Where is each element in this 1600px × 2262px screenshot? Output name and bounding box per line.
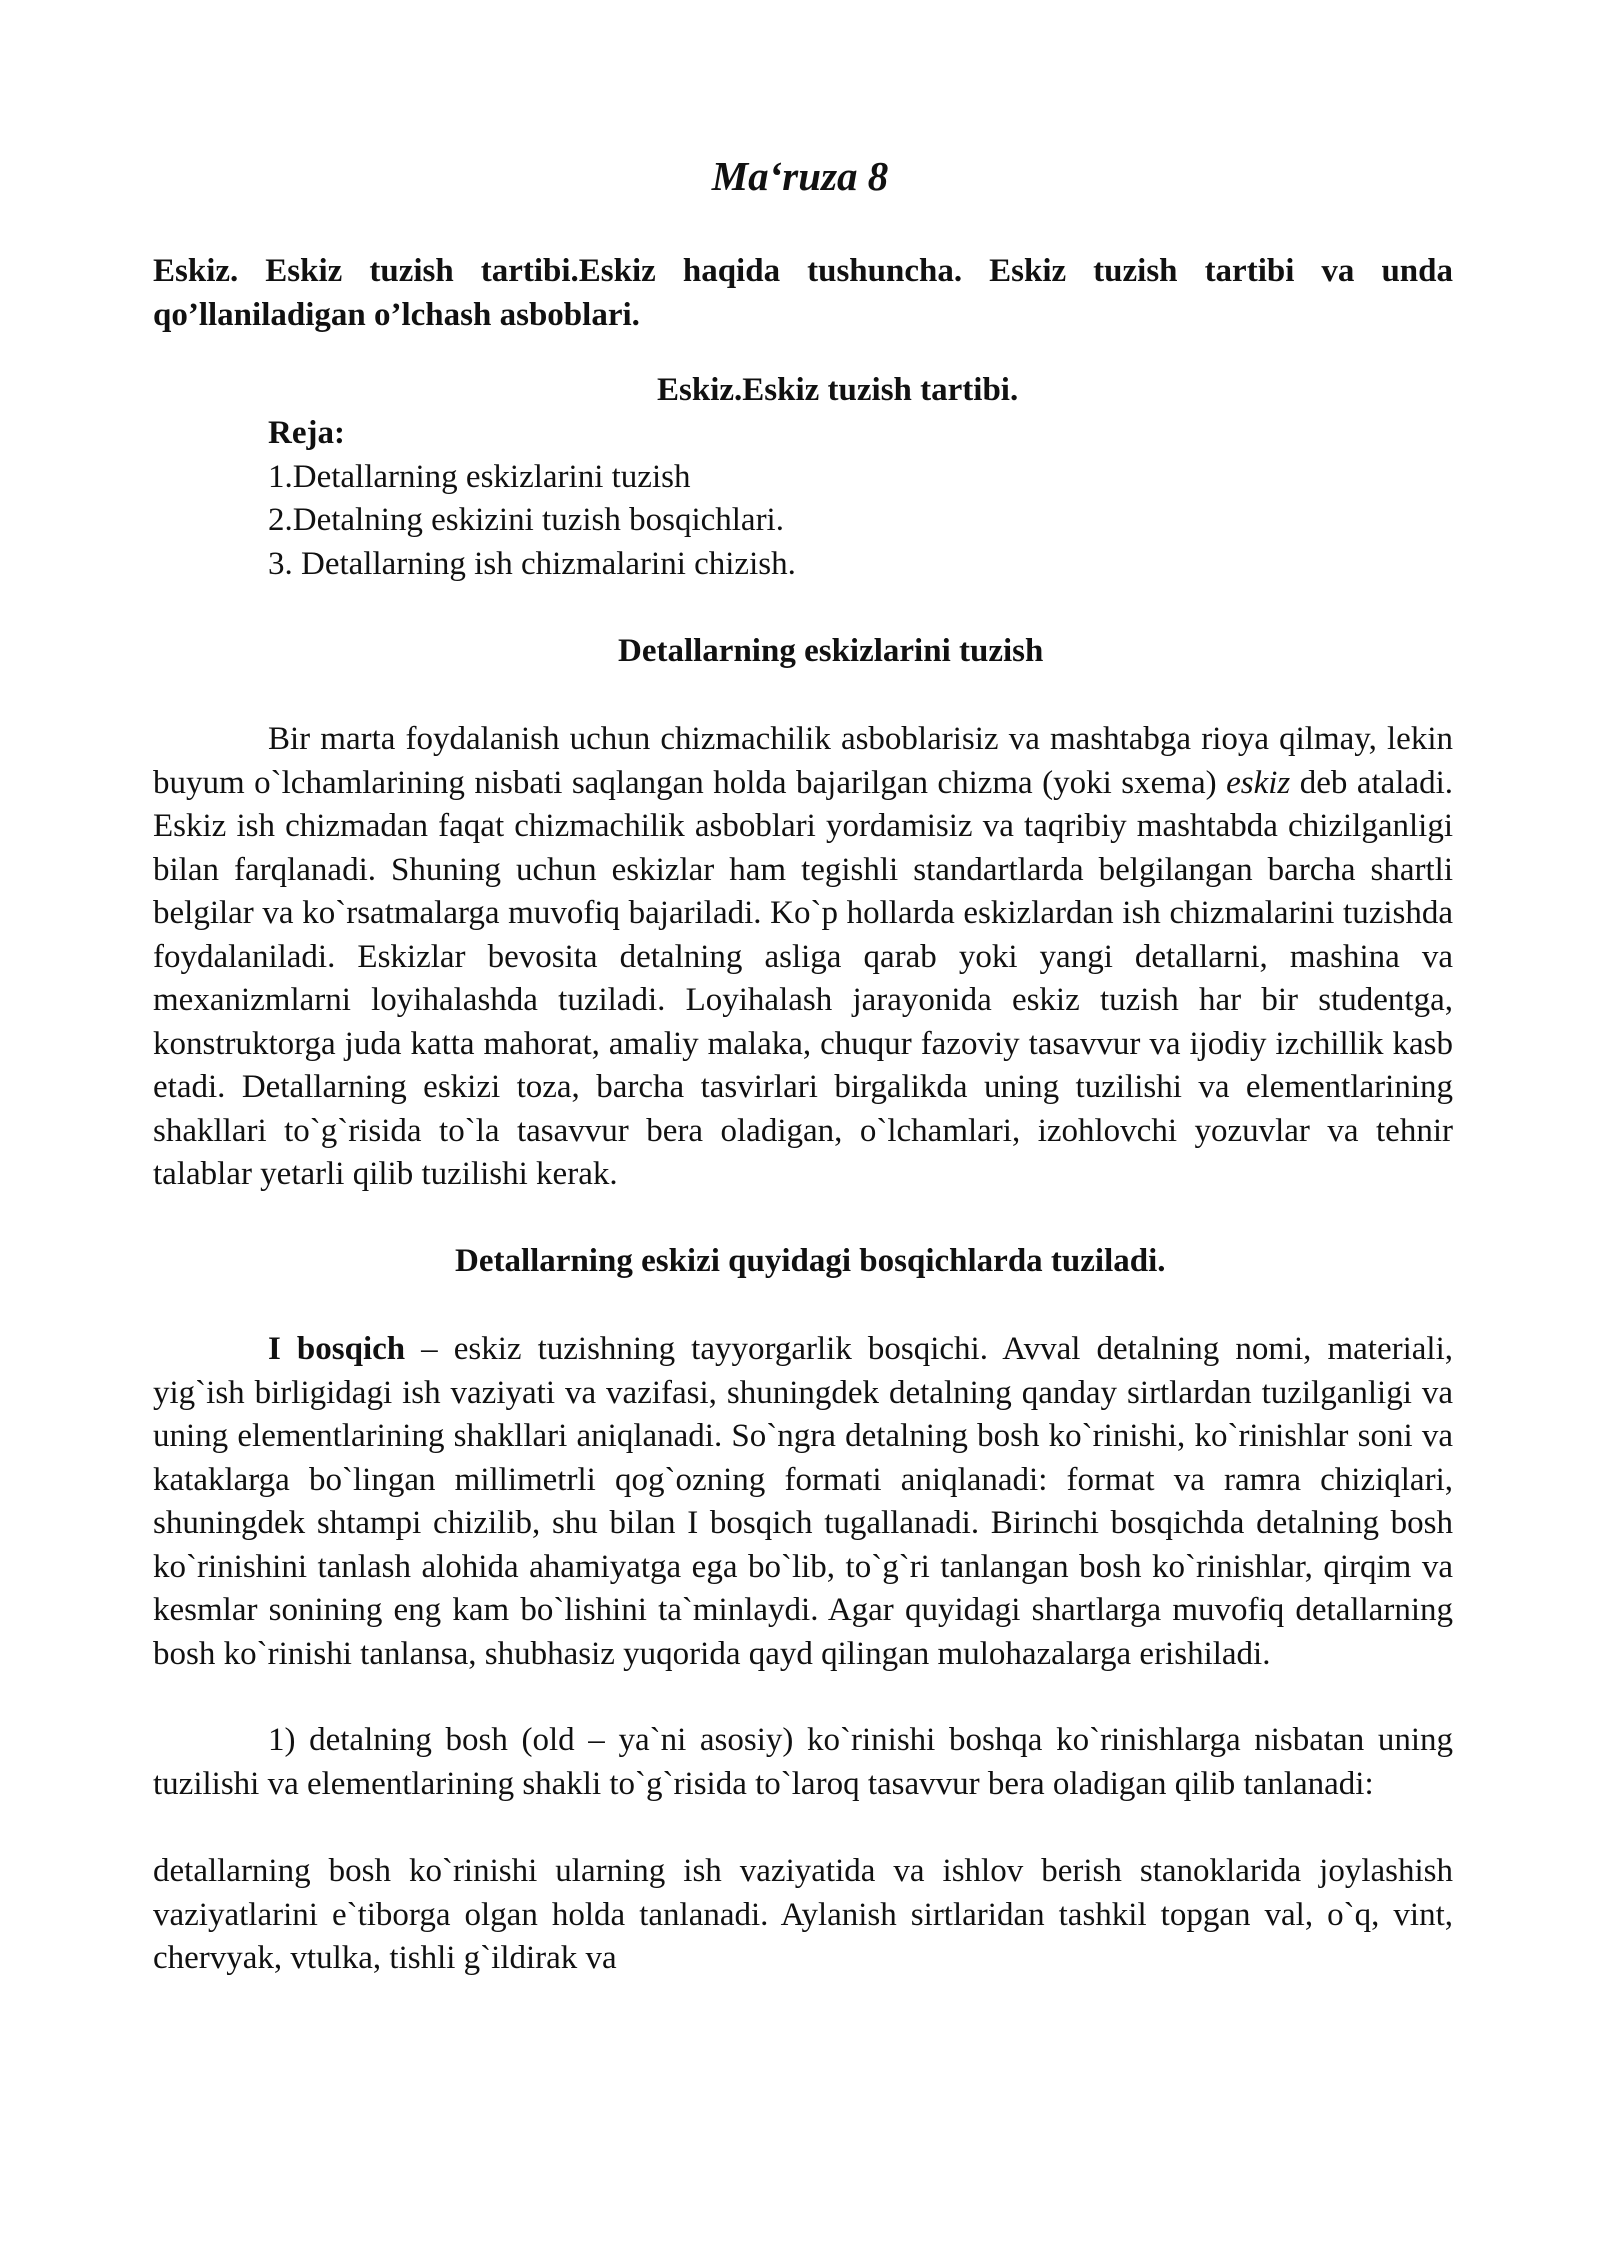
stage-label: I bosqich <box>268 1331 406 1367</box>
lecture-title: Ma‘ruza 8 <box>711 153 889 199</box>
paragraph-stage-one <box>153 1328 1453 1676</box>
heading-detail-sketches: Detallarning eskizlarini tuzish <box>618 633 1044 669</box>
paragraph-condition-1: 1) detalning bosh (old – ya`ni asosiy) ko`rinishi boshqa ko`rinishlarga nisbatan uning tuzilishi va elementlarining shakli to`g`risida to`laroq tasavvur bera oladigan qilib tanlanadi: <box>153 1722 1453 1802</box>
section-title: Eskiz.Eskiz tuzish tartibi. <box>657 372 1019 408</box>
paragraph-text: Bir marta foydalanish uchun chizmachilik asboblarisiz va mashtabga rioya qilmay, lekin buyum o`lchamlarining nisbati saqlangan holda bajarilgan chizma (yoki sxema) <box>153 721 1453 801</box>
plan-item: 2.Detalning eskizini tuzish bosqichlari. <box>268 502 784 538</box>
plan-list <box>268 412 796 586</box>
plan-label: Reja: <box>268 415 345 451</box>
paragraph-text: – eskiz tuzishning tayyorgarlik bosqichi. Avval detalning nomi, materiali, yig`ish birligidagi ish vaziyati va vazifasi, shuningdek detalning qanday sirtlardan tuzilganligi va uning elementlarining shakllari aniqlanadi. So`ngra detalning bosh ko`rinishi, ko`rinishlar soni va kataklarga bo`lingan millimetrli qog`ozning formati aniqlanadi: format va ramra chiziqlari, shuningdek shtampi chizilib, shu bilan I bosqich tugallanadi. Birinchi bosqichda detalning bosh ko`rinishini tanlash alohida ahamiyatga ega bo`lib, to`g`ri tanlangan bosh ko`rinishlar, qirqim va kesmlar sonining eng kam bo`lishini ta`minlaydi. Agar quyidagi shartlarga muvofiq detallarning bosh ko`rinishi tanlansa, shubhasiz yuqorida qayd qilingan mulohazalarga erishiladi. <box>153 1331 1454 1672</box>
plan-item: 1.Detallarning eskizlarini tuzish <box>268 458 691 495</box>
paragraph-sketch-definition <box>153 718 1453 1197</box>
plan-item: 3. Detallarning ish chizmalarini chizish. <box>268 545 796 582</box>
term-eskiz: eskiz <box>1226 764 1291 801</box>
paragraph-main-view: detallarning bosh ko`rinishi ularning ish vaziyatida va ishlov berish stanoklarida joylashish vaziyatlarini e`tiborga olgan holda tanlanadi. Aylanish sirtlaridan tashkil topgan val, o`q, vint, chervyak, vtulka, tishli g`ildirak va <box>153 1853 1453 1976</box>
paragraph-text: deb ataladi. Eskiz ish chizmadan faqat chizmachilik asboblari yordamisiz va taqribiy mashtabda chizilganligi bilan farqlanadi. Shuning uchun eskizlar ham tegishli standartlarda belgilangan barcha shartli belgilar va ko`rsatmalarga muvofiq bajariladi. Ko`p hollarda eskizlardan ish chizmalarini tuzishda foydalaniladi. Eskizlar bevosita detalning asliga qarab yoki yangi detallarni, mashina va mexanizmlarni loyihalashda tuziladi. Loyihalash jarayonida eskiz tuzish har bir studentga, konstruktorga juda katta mahorat, amaliy malaka, chuqur fazoviy tasavvur va ijodiy izchillik kasb etadi. Detallarning eskizi toza, barcha tasvirlari birgalikda uning tuzilishi va elementlarining shakllari to`g`risida to`la tasavvur bera oladigan, o`lchamlari, izohlovchi yozuvlar va tehnir talablar yetarli qilib tuzilishi kerak. <box>153 764 1454 1192</box>
lecture-subject: Eskiz. Eskiz tuzish tartibi.Eskiz haqida tushuncha. Eskiz tuzish tartibi va unda qo’llaniladigan o’lchash asboblari. <box>153 253 1453 333</box>
heading-stages: Detallarning eskizi quyidagi bosqichlarda tuziladi. <box>455 1243 1166 1279</box>
